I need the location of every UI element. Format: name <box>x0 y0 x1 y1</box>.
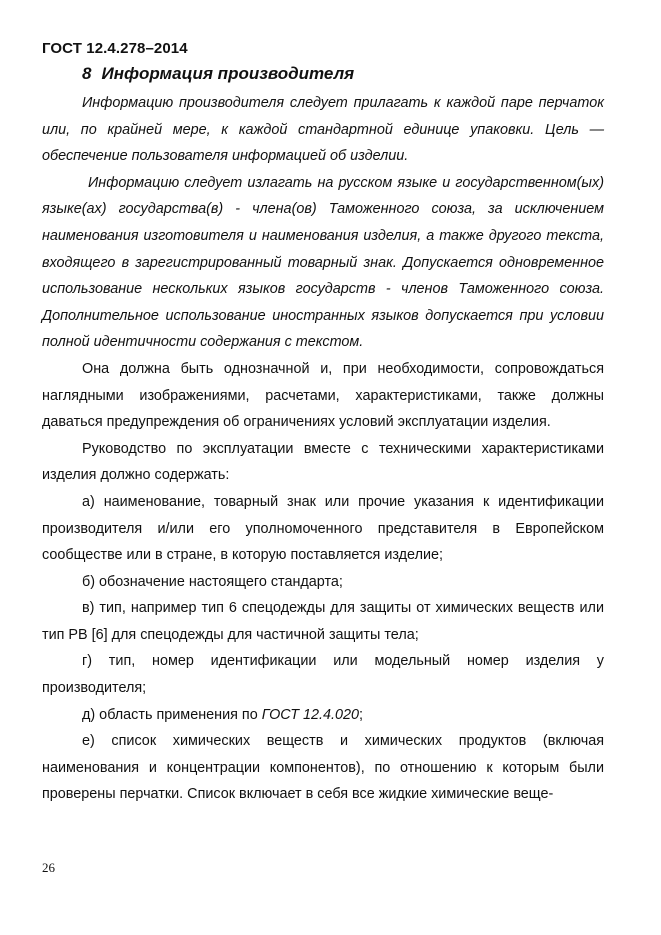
document-code-header: ГОСТ 12.4.278–2014 <box>42 40 188 57</box>
list-item-text: д) область применения по <box>82 706 262 723</box>
paragraph: Она должна быть однозначной и, при необходимости, сопровождаться наглядными изображениями, расчетами, характеристиками, также должны даваться предупреждения об ограничениях условий эксплуатации изделия. <box>42 360 604 431</box>
list-item-suffix: ; <box>359 706 363 723</box>
list-item: г) тип, номер идентификации или модельный номер изделия у производителя; <box>42 653 604 697</box>
list-item <box>42 702 604 729</box>
paragraph: Информацию производителя следует прилагать к каждой паре перчаток или, по крайней мере, к каждой стандартной единице упаковки. Цель — обеспечение пользователя информацией об изделии. <box>42 95 604 165</box>
section-heading <box>82 64 354 84</box>
section-title-text: Информация производителя <box>101 64 355 83</box>
paragraph: Руководство по эксплуатации вместе с техническими характеристиками изделия должно содержать: <box>42 440 604 484</box>
page-number: 26 <box>42 860 55 875</box>
list-item: а) наименование, товарный знак или прочие указания к идентификации производителя и/или его уполномоченного представителя в Европейском сообществе или в стране, в которую поставляется изделие; <box>42 493 604 564</box>
list-item: в) тип, например тип 6 спецодежды для защиты от химических веществ или тип PB [6] для спецодежды для частичной защиты тела; <box>42 600 604 643</box>
paragraph: Информацию следует излагать на русском языке и государственном(ых) языке(ах) государства(в) - члена(ов) Таможенного союза, за исключением наименования изготовителя и наименования изделия, а также другого текста, входящего в зарегистрированный товарный знак. Допускается одновременное использование нескольких языков государств - членов Таможенного союза. Дополнительное использование иностранных языков допускается при условии полной идентичности содержания с текстом. <box>42 174 604 351</box>
section-number: 8 <box>82 64 92 83</box>
document-body <box>42 90 604 808</box>
list-item: е) список химических веществ и химических продуктов (включая наименования и концентрации компонентов), по отношению к которым были проверены перчатки. Список включает в себя все жидкие химические веще- <box>42 733 604 803</box>
list-item: б) обозначение настоящего стандарта; <box>82 573 343 590</box>
standard-reference: ГОСТ 12.4.020 <box>261 706 359 723</box>
